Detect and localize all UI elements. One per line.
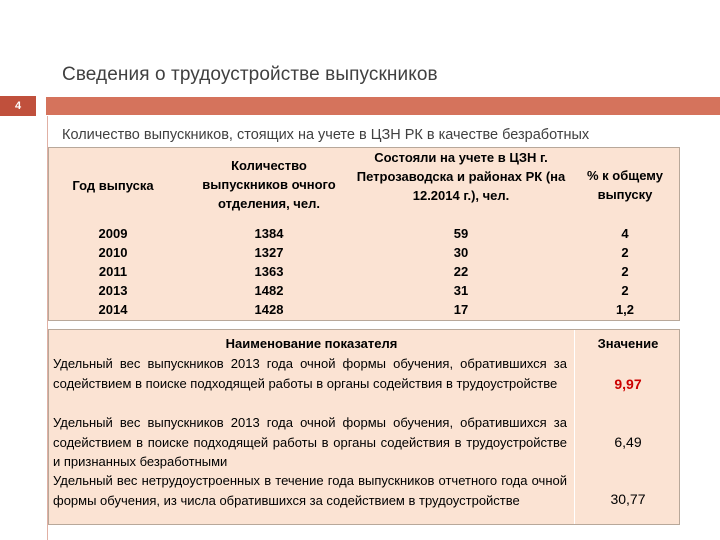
cell-percent: 2 [621,245,629,260]
cell-registered: 31 [453,283,469,298]
indicators-table [48,329,680,525]
indicator-value: 30,77 [610,491,646,507]
cell-year: 2010 [98,245,128,260]
table-row [49,281,679,300]
header-percent: % к общему выпуску [587,168,663,202]
graduates-unemployment-table [48,147,680,321]
header-indicator-value: Значение [597,336,659,351]
cell-registered: 22 [453,264,469,279]
cell-percent: 4 [621,226,629,241]
table-row [49,224,679,243]
cell-percent: 2 [621,283,629,298]
table-header-row [49,148,679,220]
table-row [49,262,679,281]
indicator-value: 9,97 [614,376,642,392]
header-graduates-count: Количество выпускников очного отделения, чел. [202,158,336,211]
cell-year: 2009 [98,226,128,241]
header-registered: Состояли на учете в ЦЗН г. Петрозаводска и районах РК (на 12.2014 г.), чел. [356,150,566,203]
slide-number: 4 [14,100,22,112]
cell-year: 2014 [98,302,128,317]
cell-registered: 17 [453,302,469,317]
cell-percent: 2 [621,264,629,279]
slide-title: Сведения о трудоустройстве выпускников [62,64,438,85]
indicator-name: Удельный вес выпускников 2013 года очной формы обучения, обратившихся за содействием в поиске подходящей работы в органы содействия в трудоустройстве [53,356,567,391]
cell-count: 1327 [254,245,284,260]
indicator-name: Удельный вес выпускников 2013 года очной формы обучения, обратившихся за содействием в поиске подходящей работы в органы содействия в трудоустройстве и признанных безработными [53,415,567,469]
cell-count: 1428 [254,302,284,317]
cell-count: 1384 [254,226,284,241]
cell-year: 2013 [98,283,128,298]
table-caption: Количество выпускников, стоящих на учете в ЦЗН РК в качестве безработных [62,127,590,143]
indicator-value: 6,49 [614,434,642,450]
indicator-name: Удельный вес нетрудоустроенных в течение года выпускников отчетного года очной формы обучения, из числа обратившихся за содействием в трудоустройстве [53,473,567,508]
cell-registered: 59 [453,226,469,241]
cell-count: 1363 [254,264,284,279]
cell-year: 2011 [98,264,128,279]
cell-count: 1482 [254,283,284,298]
table-row [49,243,679,262]
table-header-row [49,334,679,354]
cell-percent: 1,2 [615,302,635,317]
cell-registered: 30 [453,245,469,260]
table-row [49,300,679,319]
title-divider-bar [46,97,720,115]
header-year: Год выпуска [72,178,154,193]
header-indicator-name: Наименование показателя [225,336,398,351]
